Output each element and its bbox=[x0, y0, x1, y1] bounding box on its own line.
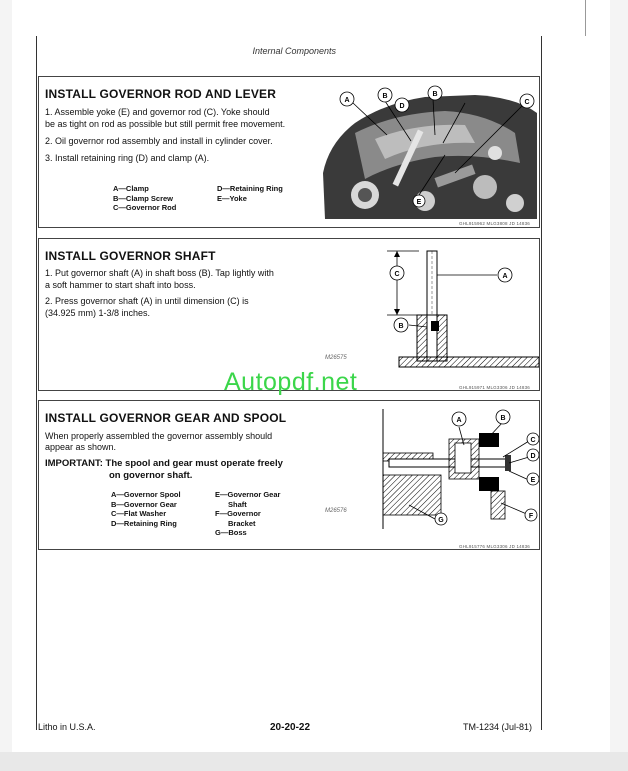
intro-text: When properly assembled the governor assembly should bbox=[45, 431, 273, 441]
frame-line-right bbox=[541, 36, 542, 730]
legend-item: Bracket bbox=[228, 518, 256, 528]
frame-line-left bbox=[36, 36, 37, 730]
watermark: Autopdf.net bbox=[224, 368, 358, 396]
figure-label: A bbox=[502, 273, 508, 280]
rod-lever-photo bbox=[315, 83, 537, 219]
important-note: on governor shaft. bbox=[109, 470, 193, 481]
figure-id: GHL915971 MLG3306 JD 14836 bbox=[459, 385, 530, 390]
step-text: (34.925 mm) 1-3/8 inches. bbox=[45, 308, 151, 318]
legend-item: B—Clamp Screw bbox=[113, 193, 174, 203]
legend-item: G—Boss bbox=[215, 528, 247, 537]
section-rod-lever bbox=[38, 76, 540, 228]
page-number: 20-20-22 bbox=[270, 722, 311, 733]
legend-item: D—Retaining Ring bbox=[217, 184, 283, 193]
legend-left bbox=[111, 490, 181, 528]
figure-code: M26576 bbox=[325, 508, 347, 514]
legend-item: E—Governor Gear bbox=[215, 490, 281, 499]
figure-id: GHL915776 MLG3306 JD 14836 bbox=[459, 544, 530, 549]
legend-item: B—Governor Gear bbox=[111, 499, 177, 509]
frame-line bbox=[585, 0, 586, 36]
step-text: 1. Put governor shaft (A) in shaft boss (B). Tap lightly with bbox=[45, 268, 274, 278]
figure-label: E bbox=[416, 199, 422, 206]
figure-label: D bbox=[530, 453, 536, 460]
legend-item: D—Retaining Ring bbox=[111, 518, 177, 528]
intro-text: appear as shown. bbox=[45, 442, 117, 452]
bottom-strip bbox=[0, 752, 628, 771]
footer-left: Litho in U.S.A. bbox=[38, 722, 96, 732]
legend-item: C—Flat Washer bbox=[111, 509, 167, 518]
gear-spool-diagram bbox=[369, 405, 539, 533]
legend-item: F—Governor bbox=[215, 509, 261, 518]
step-text: a soft hammer to start shaft into boss. bbox=[45, 280, 196, 290]
step-text: be as tight on rod as possible but still permit free movement. bbox=[45, 119, 286, 129]
figure-label: B bbox=[432, 91, 438, 98]
legend-right bbox=[215, 490, 280, 538]
footer-right: TM-1234 (Jul-81) bbox=[463, 722, 533, 732]
figure-label: G bbox=[438, 517, 444, 524]
figure-label: C bbox=[394, 271, 400, 278]
shaft-diagram bbox=[379, 245, 539, 377]
figure-label: E bbox=[530, 477, 536, 484]
section-title: INSTALL GOVERNOR SHAFT bbox=[45, 249, 216, 263]
step-text: 3. Install retaining ring (D) and clamp (A). bbox=[45, 153, 210, 163]
figure-label: B bbox=[500, 415, 506, 422]
figure-label: D bbox=[399, 103, 405, 110]
legend-item: A—Governor Spool bbox=[111, 490, 181, 499]
legend-item: C—Governor Rod bbox=[113, 203, 177, 212]
figure-label: B bbox=[382, 93, 388, 100]
step-text: 2. Press governor shaft (A) in until dimension (C) is bbox=[45, 296, 249, 306]
figure-label: F bbox=[528, 513, 534, 520]
figure-label: A bbox=[344, 97, 350, 104]
important-note: IMPORTANT: The spool and gear must operate freely bbox=[45, 458, 283, 469]
page-header: Internal Components bbox=[252, 46, 336, 56]
section-gear-spool bbox=[38, 400, 540, 550]
step-text: 2. Oil governor rod assembly and install in cylinder cover. bbox=[45, 136, 273, 146]
figure-label: A bbox=[456, 417, 462, 424]
figure-code: M26575 bbox=[325, 355, 347, 361]
figure-label: C bbox=[524, 99, 530, 106]
step-text: 1. Assemble yoke (E) and governor rod (C). Yoke should bbox=[45, 107, 270, 117]
legend-item: Shaft bbox=[228, 499, 247, 509]
section-title: INSTALL GOVERNOR GEAR AND SPOOL bbox=[45, 411, 287, 425]
legend-item: A—Clamp bbox=[113, 184, 149, 193]
legend-item: E—Yoke bbox=[217, 193, 247, 203]
legend-right bbox=[217, 184, 283, 203]
figure-label: C bbox=[530, 437, 536, 444]
figure-id: GHL915962 MLG3808 JD 14836 bbox=[459, 221, 530, 226]
figure-label: B bbox=[398, 323, 404, 330]
legend-left bbox=[113, 184, 176, 213]
section-title: INSTALL GOVERNOR ROD AND LEVER bbox=[45, 87, 277, 101]
